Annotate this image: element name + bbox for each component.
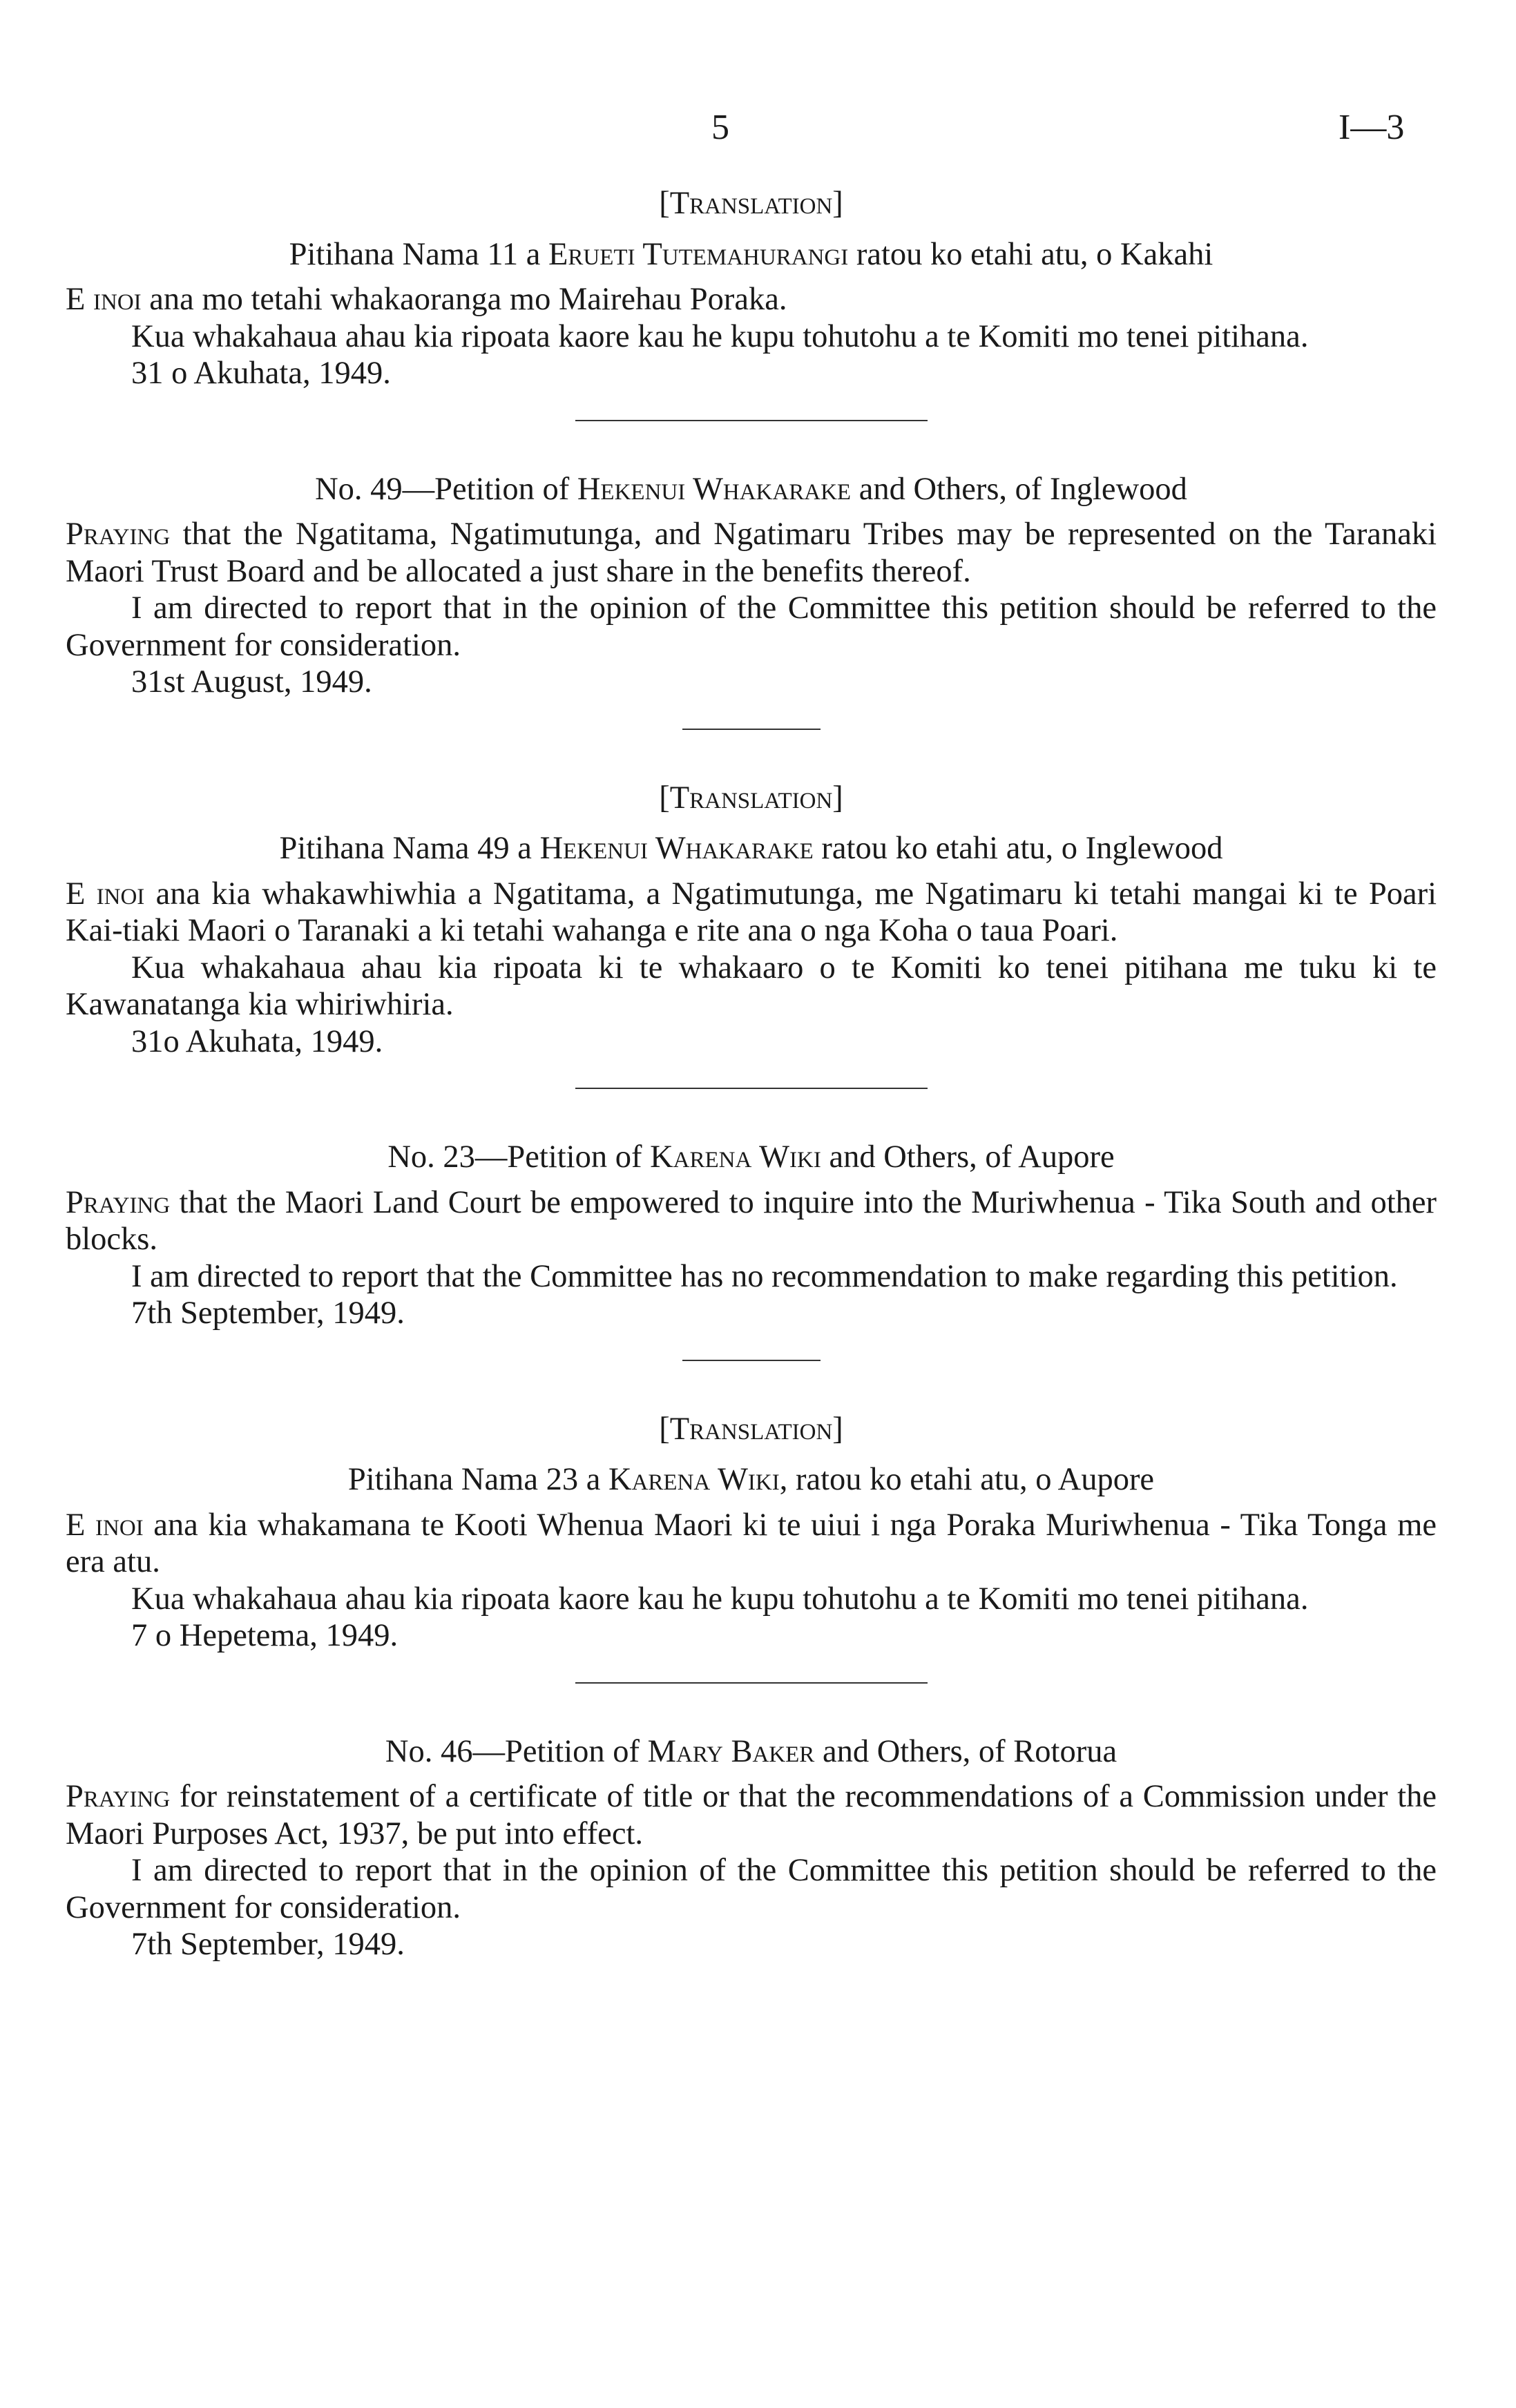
petition-heading — [66, 1139, 1437, 1176]
report-date: 7th September, 1949. — [131, 1927, 405, 1962]
heading-prefix: Pitihana Nama 11 a — [289, 236, 541, 272]
petition-prayer — [66, 1507, 1437, 1581]
lead-word: Praying — [66, 517, 171, 552]
lead-word: Praying — [66, 1779, 171, 1814]
lead-word: E inoi — [66, 1507, 144, 1543]
report-date: 7th September, 1949. — [131, 1295, 405, 1331]
lead-word: E inoi — [66, 282, 142, 317]
page-header — [0, 104, 1516, 152]
petitioner-name: Mary Baker — [647, 1733, 815, 1769]
petition-heading — [66, 1461, 1437, 1499]
prayer-text: ana kia whakawhiwhia a Ngatitama, a Ngatimutunga, me Ngatimaru ki tetahi mangai ki te Poari Kai-tiaki Maori o Taranaki a ki tetahi wahanga e rite ana o nga Koha o taua Poari. — [66, 876, 1437, 948]
section-divider — [575, 420, 928, 421]
petition-section-23-translation — [66, 1411, 1437, 1655]
lead-word: E inoi — [66, 876, 145, 912]
petitioner-name: Karena Wiki, — [608, 1462, 788, 1497]
section-divider — [682, 729, 821, 730]
petition-prayer — [66, 281, 1437, 318]
committee-report: I am directed to report that in the opinion of the Committee this petition should be referred to the Government for consideration. — [66, 590, 1437, 663]
heading-prefix: Pitihana Nama 49 a — [279, 831, 532, 866]
prayer-text: for reinstatement of a certificate of title or that the recommendations of a Commission under the Maori Purposes Act, 1937, be put into effect. — [66, 1779, 1437, 1851]
heading-prefix: No. 23—Petition of — [387, 1139, 642, 1175]
committee-report: Kua whakahaua ahau kia ripoata kaore kau he kupu tohutohu a te Komiti mo tenei pitihana. — [131, 1581, 1309, 1617]
paper-reference: I—3 — [1339, 108, 1405, 147]
petition-section-49-translation — [66, 780, 1437, 1061]
committee-report: Kua whakahaua ahau kia ripoata kaore kau he kupu tohutohu a te Komiti mo tenei pitihana. — [131, 318, 1309, 354]
heading-suffix: and Others, of Rotorua — [822, 1733, 1117, 1769]
prayer-text: that the Ngatitama, Ngatimutunga, and Ngatimaru Tribes may be represented on the Taranaki Maori Trust Board and be allocated a just share in the benefits thereof. — [66, 517, 1437, 589]
heading-suffix: ratou ko etahi atu, o Inglewood — [821, 831, 1223, 866]
petition-prayer — [66, 516, 1437, 590]
heading-prefix: No. 46—Petition of — [385, 1733, 640, 1769]
section-divider — [575, 1682, 928, 1684]
report-date: 31 o Akuhata, 1949. — [131, 356, 391, 391]
prayer-text: that the Maori Land Court be empowered to inquire into the Muriwhenua - Tika South and other blocks. — [66, 1184, 1437, 1257]
petition-section-23 — [66, 1139, 1437, 1332]
petition-heading — [66, 830, 1437, 867]
committee-report: Kua whakahaua ahau kia ripoata ki te whakaaro o te Komiti ko tenei pitihana me tuku ki te Kawanatanga kia whiriwhiria. — [66, 950, 1437, 1022]
page-number: 5 — [711, 108, 729, 147]
report-date: 7 o Hepetema, 1949. — [131, 1618, 399, 1653]
committee-report: I am directed to report that the Committee has no recommendation to make regarding this petition. — [131, 1258, 1398, 1294]
committee-report: I am directed to report that in the opinion of the Committee this petition should be referred to the Government for consideration. — [66, 1853, 1437, 1925]
translation-label: [Translation] — [659, 186, 843, 221]
petitioner-name: Karena Wiki — [650, 1139, 821, 1175]
petition-heading — [66, 1733, 1437, 1771]
section-divider — [682, 1360, 821, 1361]
heading-suffix: and Others, of Aupore — [829, 1139, 1115, 1175]
lead-word: Praying — [66, 1184, 171, 1220]
petition-heading — [66, 471, 1437, 508]
document-body — [66, 185, 1437, 1963]
heading-prefix: Pitihana Nama 23 a — [347, 1462, 601, 1497]
prayer-text: ana mo tetahi whakaoranga mo Mairehau Poraka. — [149, 282, 787, 317]
heading-suffix: ratou ko etahi atu, o Kakahi — [856, 236, 1213, 272]
petitioner-name: Hekenui Whakarake — [539, 831, 814, 866]
report-date: 31st August, 1949. — [131, 664, 372, 700]
petition-section-46 — [66, 1733, 1437, 1963]
petition-prayer — [66, 1184, 1437, 1258]
section-divider — [575, 1088, 928, 1089]
petition-heading — [66, 236, 1437, 273]
petitioner-name: Erueti Tutemahurangi — [548, 236, 849, 272]
heading-suffix: ratou ko etahi atu, o Aupore — [795, 1462, 1155, 1497]
petition-section-49 — [66, 471, 1437, 701]
heading-prefix: No. 49—Petition of — [315, 471, 570, 507]
translation-label: [Translation] — [659, 780, 843, 816]
heading-suffix: and Others, of Inglewood — [858, 471, 1187, 507]
prayer-text: ana kia whakamana te Kooti Whenua Maori ki te uiui i nga Poraka Muriwhenua - Tika Tonga me era atu. — [66, 1507, 1437, 1579]
translation-label: [Translation] — [659, 1411, 843, 1447]
petitioner-name: Hekenui Whakarake — [577, 471, 852, 507]
report-date: 31o Akuhata, 1949. — [131, 1023, 383, 1059]
petition-section-11-translation — [66, 185, 1437, 392]
petition-prayer — [66, 876, 1437, 950]
petition-prayer — [66, 1778, 1437, 1852]
